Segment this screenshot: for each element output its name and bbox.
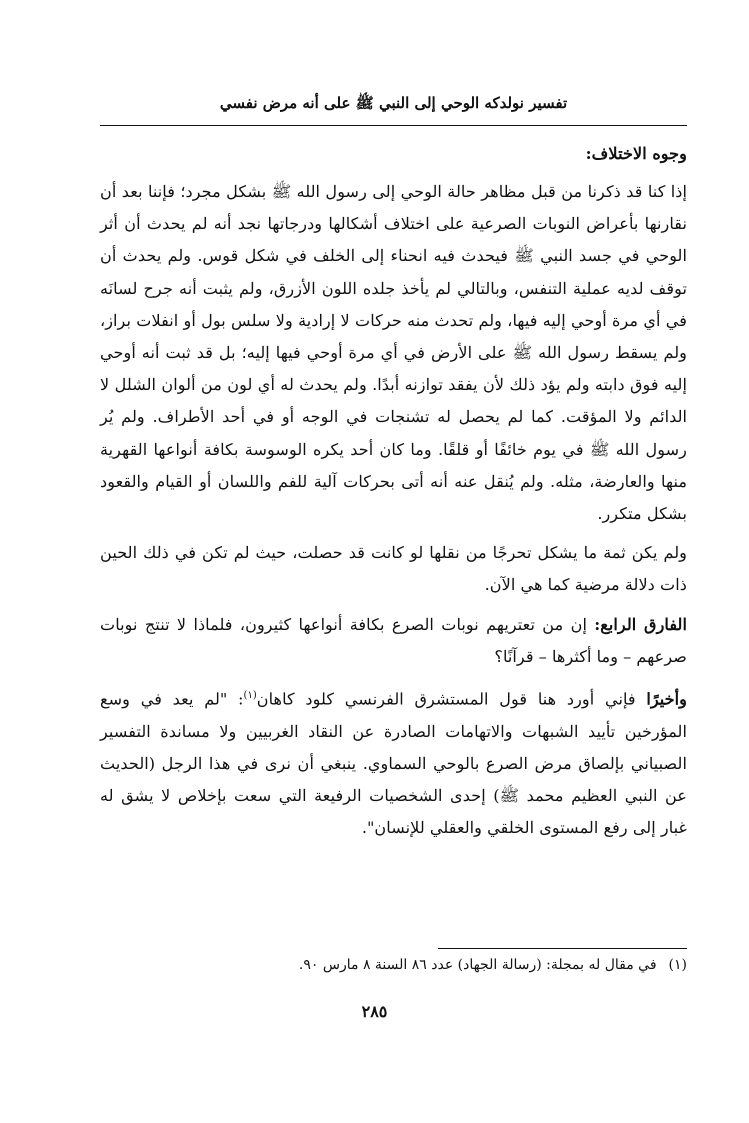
- page-body: [100, 138, 687, 851]
- paragraph-4-text-a: فإني أورد هنا قول المستشرق الفرنسي كلود كاهان: [256, 689, 647, 709]
- paragraph-4: [100, 680, 687, 844]
- section-heading: وجوه الاختلاف:: [585, 144, 687, 163]
- paragraph-3: [100, 609, 687, 673]
- page-number: ٢٨٥: [361, 1002, 388, 1021]
- paragraph-4-text-b: : "لم يعد في وسع المؤرخين تأييد الشبهات والاتهامات الصادرة عن النقاد الغربيين ولا مساندة التفسير الصبياني بإلصاق مرض الصرع بالوحي السماوي. ينبغي أن نرى في هذا الرجل (الحديث عن النبي العظيم محمد ﷺ) إحدى الشخصيات الرفيعة التي سعت بإخلاص لا يشق له غبار إلى رفع المستوى الخلقي والعقلي للإنسان".: [100, 689, 687, 838]
- running-header: تفسير نولدكه الوحي إلى النبي ﷺ على أنه مرض نفسي: [219, 94, 568, 112]
- paragraph-3-text: إن من تعتريهم نوبات الصرع بكافة أنواعها كثيرون، فلماذا لا تنتج نوبات صرعهم – وما أكثرها – قرآنًا؟: [100, 614, 687, 666]
- footnote-number: (١): [668, 957, 687, 973]
- footnote-text: في مقال له بمجلة: (رسالة الجهاد) عدد ٨٦ السنة ٨ مارس ٩٠.: [298, 957, 657, 973]
- footnote-divider: [438, 948, 687, 949]
- paragraph-4-lead: وأخيرًا: [646, 689, 687, 709]
- paragraph-1: إذا كنا قد ذكرنا من قبل مظاهر حالة الوحي إلى رسول الله ﷺ بشكل مجرد؛ فإننا بعد أن نقارنها بأعراض النوبات الصرعية على اختلاف أشكالها ودرجاتها نجد أنه لم يحدث أن أثر الوحي في جسد النبي ﷺ فيحدث فيه انحناء إلى الخلف في شكل قوس. ولم يحدث أن توقف لديه عملية التنفس، وبالتالي لم يأخذ جلده اللون الأزرق، ولم يثبت أنه جرح لسانَه في أي مرة أوحي إليه فيها، ولم تحدث منه حركات لا إرادية ولا سلس بول أو انفلات براز، ولم يسقط رسول الله ﷺ على الأرض في أي مرة أوحي فيها إليه؛ بل قد ثبت أنه أوحي إليه فوق دابته ولم يؤد ذلك لأن يفقد توازنه أبدًا. ولم يحدث له أي لون من ألوان الشلل لا الدائم ولا المؤقت. كما لم يحصل له تشنجات في الوجه أو في أحد الأطراف. ولم يُر رسول الله ﷺ في يوم خائفًا أو قلقًا. وما كان أحد يكره الوسوسة بكافة أنواعها القهرية منها والعارضة، مثله. ولم يُنقل عنه أنه أتى بحركات آلية للفم واللسان أو القيام والقعود بشكل متكرر.: [100, 182, 687, 524]
- header-divider: [100, 125, 687, 126]
- paragraph-2: ولم يكن ثمة ما يشكل تحرجًا من نقلها لو كانت قد حصلت، حيث لم تكن في ذلك الحين ذات دلالة مرضية كما هي الآن.: [100, 543, 687, 595]
- paragraph-3-lead: الفارق الرابع:: [594, 614, 687, 634]
- footnote-reference[interactable]: (١): [243, 690, 257, 702]
- footnote: [100, 954, 687, 976]
